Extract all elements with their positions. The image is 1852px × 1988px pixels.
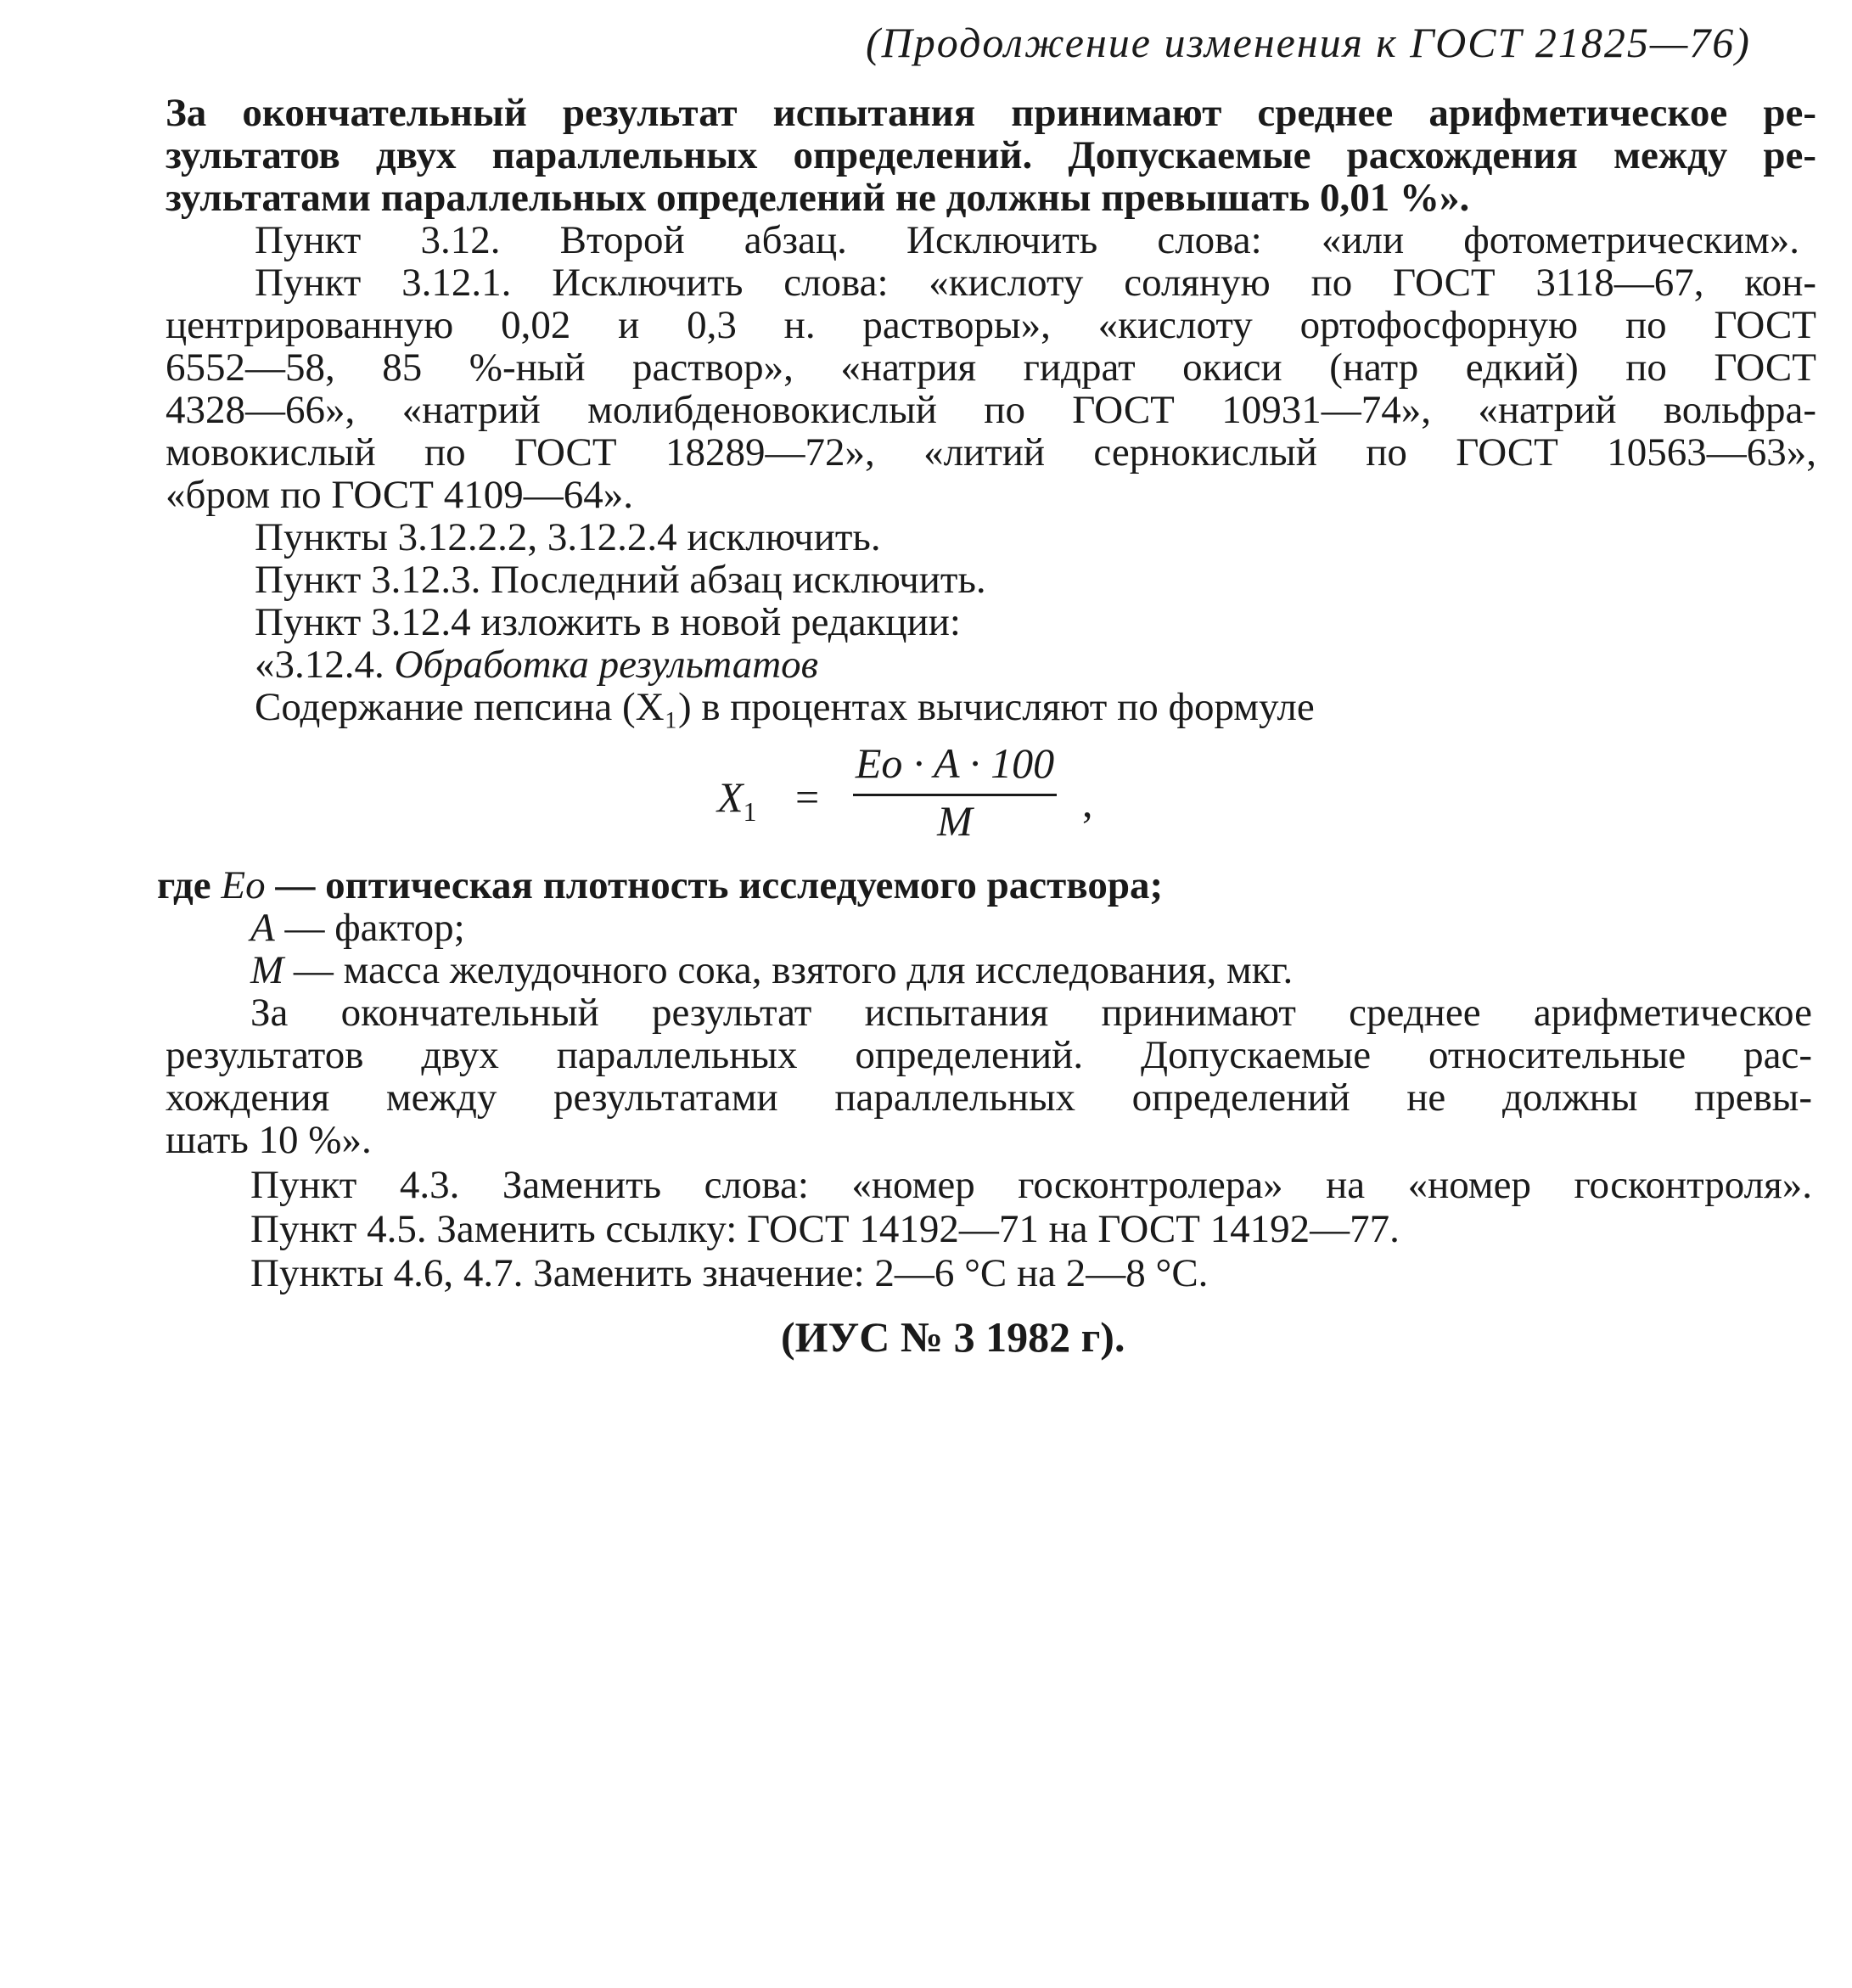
text-line-10: «бром по ГОСТ 4109—64».: [166, 473, 633, 517]
formula-lhs-var: X: [717, 773, 744, 821]
text-line-2: зультатов двух параллельных определений. Допускаемые расхождения между ре-: [166, 133, 1816, 177]
formula-comma: ,: [1082, 778, 1093, 826]
text-line-22: шать 10 %».: [166, 1118, 372, 1162]
text-line-17: [250, 904, 465, 952]
text-line-14: [255, 641, 818, 688]
var-eo: Eo: [221, 863, 266, 907]
text-line-20: результатов двух параллельных определений. Допускаемые относительные рас-: [166, 1033, 1812, 1077]
formula-numerator: Eo · A · 100: [855, 739, 1055, 787]
var-m-desc: — масса желудочного сока, взятого для исследования, мкг.: [283, 948, 1294, 992]
text-line-15: Содержание пепсина (X₁) в процентах вычисляют по формуле: [255, 685, 1315, 729]
var-m: M: [250, 948, 284, 992]
text-line-21: хождения между результатами параллельных определений не должны превы-: [166, 1075, 1812, 1120]
text-line-24: Пункт 4.5. Заменить ссылку: ГОСТ 14192—71 на ГОСТ 14192—77.: [250, 1207, 1400, 1251]
text-line-5: Пункт 3.12.1. Исключить слова: «кислоту соляную по ГОСТ 3118—67, кон-: [255, 261, 1816, 305]
text-line-19: За окончательный результат испытания принимают среднее арифметическое: [250, 991, 1812, 1035]
text-line-13: Пункт 3.12.4 изложить в новой редакции:: [255, 600, 961, 644]
source-reference: (ИУС № 3 1982 г).: [781, 1313, 1125, 1361]
text-line-12: Пункт 3.12.3. Последний абзац исключить.: [255, 558, 986, 602]
formula-lhs-sub: 1: [743, 796, 757, 827]
var-a-desc: — фактор;: [274, 906, 465, 950]
pepsin-formula: [717, 739, 1125, 849]
text-line-16: [157, 862, 1163, 909]
text-line-25: Пункты 4.6, 4.7. Заменить значение: 2—6 °С на 2—8 °С.: [250, 1251, 1209, 1295]
section-number: «3.12.4.: [255, 643, 395, 687]
text-line-9: мовокислый по ГОСТ 18289—72», «литий сернокислый по ГОСТ 10563—63»,: [166, 430, 1816, 475]
formula-equals: =: [795, 773, 820, 821]
text-line-1: За окончательный результат испытания принимают среднее арифметическое ре-: [166, 91, 1816, 135]
page-header: (Продолжение изменения к ГОСТ 21825—76): [866, 19, 1751, 66]
text-line-8: 4328—66», «натрий молибденовокислый по ГОСТ 10931—74», «натрий вольфра-: [166, 388, 1816, 432]
text-line-18: [250, 946, 1293, 994]
text-line-11: Пункты 3.12.2.2, 3.12.2.4 исключить.: [255, 515, 881, 559]
text-line-3: зультатами параллельных определений не должны превышать 0,01 %».: [166, 176, 1470, 220]
where-word: где: [157, 863, 222, 907]
text-line-4: Пункт 3.12. Второй абзац. Исключить слова: «или фотометрическим».: [255, 218, 1799, 262]
var-a: A: [250, 906, 275, 950]
section-title: Обработка результатов: [394, 643, 819, 687]
text-line-23: Пункт 4.3. Заменить слова: «номер госконтролера» на «номер госконтроля».: [250, 1163, 1812, 1207]
text-line-6: центрированную 0,02 и 0,3 н. растворы», «кислоту ортофосфорную по ГОСТ: [166, 303, 1816, 347]
formula-denominator: M: [937, 797, 973, 845]
text-line-7: 6552—58, 85 %-ный раствор», «натрия гидрат окиси (натр едкий) по ГОСТ: [166, 345, 1816, 390]
var-eo-desc: — оптическая плотность исследуемого раствора;: [265, 863, 1164, 907]
formula-lhs: [717, 772, 757, 828]
